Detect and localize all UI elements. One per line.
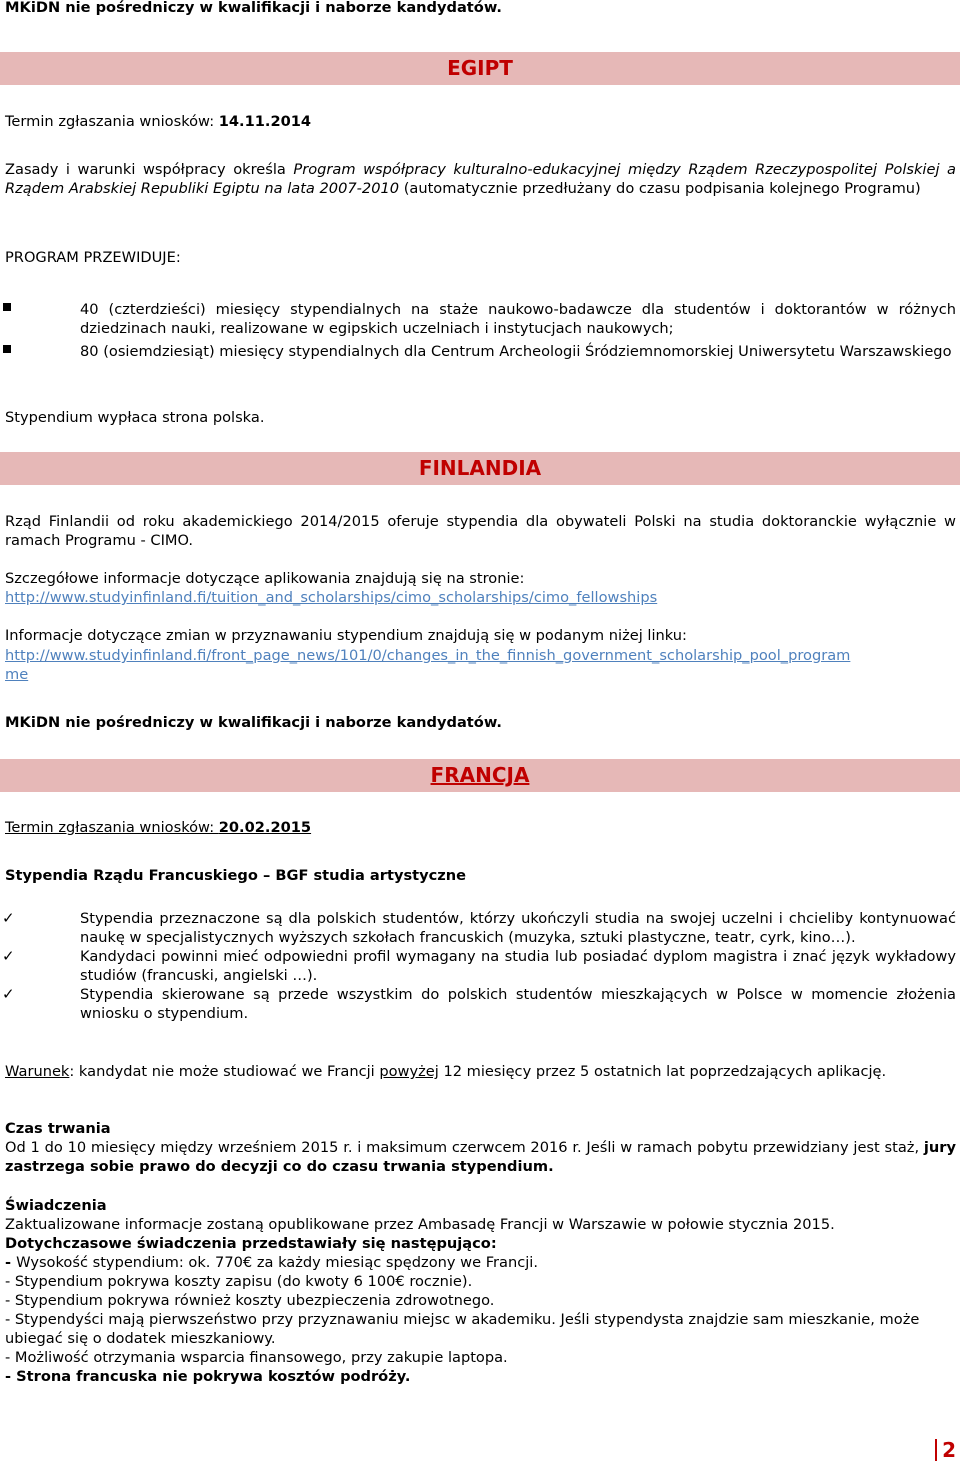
france-duration-title: Czas trwania: [5, 1120, 111, 1137]
finland-note: MKiDN nie pośredniczy w kwalifikacji i naborze kandydatów.: [5, 714, 502, 731]
france-duration-text: Od 1 do 10 miesięcy między wrześniem 2015 r. i maksimum czerwcem 2016 r. Jeśli w ramach pobytu przewidziany jest staż, jury zastrzega sobie prawo do decyzji co do czasu trwania stypendium.: [5, 1139, 956, 1175]
checkmark-icon: ✓: [2, 909, 15, 927]
france-subtitle: Stypendia Rządu Francuskiego – BGF studia artystyczne: [5, 867, 467, 884]
france-info-list: [2, 909, 956, 1023]
france-benefits-title: Świadczenia: [5, 1197, 107, 1214]
checkmark-icon: ✓: [2, 947, 15, 965]
france-benefits-list: [5, 1253, 956, 1386]
list-item: ✓ Stypendia skierowane są przede wszystkim do polskich studentów mieszkających w Polsce w momencie złożenia wniosku o stypendium.: [2, 985, 956, 1022]
list-item: - Możliwość otrzymania wsparcia finansowego, przy zakupie laptopa.: [5, 1349, 508, 1366]
checkmark-icon: ✓: [2, 985, 15, 1003]
square-bullet-icon: [3, 345, 11, 353]
finland-changes-label: Informacje dotyczące zmian w przyznawaniu stypendium znajdują się w podanym niżej linku:: [5, 627, 687, 644]
egypt-program-list: [5, 300, 956, 361]
list-item: ✓ Stypendia przeznaczone są dla polskich studentów, którzy ukończyli studia na swojej uczelni i chcieliby kontynuować naukę w specjalistycznych wyższych szkołach francuskich (muzyka, sztuki plastyczne, teatr, cyrk, kino…).: [2, 909, 956, 946]
finland-changes-link[interactable]: http://www.studyinfinland.fi/front_page_news/101/0/changes_in_the_finnish_government_scholarship_pool_program: [5, 647, 851, 664]
list-item: - Wysokość stypendium: ok. 770€ za każdy miesiąc spędzony we Francji.: [5, 1254, 539, 1271]
list-item: ✓ Kandydaci powinni mieć odpowiedni profil wymagany na studia lub posiadać dyplom magistra i znać język wykładowy studiów (francuski, angielski …).: [2, 947, 956, 984]
france-deadline: Termin zgłaszania wniosków: 20.02.2015: [5, 819, 312, 836]
section-heading-finland: FINLANDIA: [0, 452, 960, 485]
square-bullet-icon: [3, 303, 11, 311]
list-item: 40 (czterdzieści) miesięcy stypendialnych na staże naukowo-badawcze dla studentów i doktorantów w różnych dziedzinach nauki, realizowane w egipskich uczelniach i instytucjach naukowych;: [5, 300, 956, 338]
list-item: 80 (osiemdziesiąt) miesięcy stypendialnych dla Centrum Archeologii Śródziemnomorskiej Uniwersytetu Warszawskiego: [5, 342, 956, 361]
section-heading-france: FRANCJA: [0, 759, 960, 792]
egypt-paragraph: Zasady i warunki współpracy określa Program współpracy kulturalno-edukacyjnej między Rządem Rzeczypospolitej Polskiej a Rządem Arabskiej Republiki Egiptu na lata 2007-2010 (automatycznie przedłużany do czasu podpisania kolejnego Programu): [5, 161, 957, 197]
finland-changes-link-continued[interactable]: me: [5, 666, 29, 683]
france-benefits-text: Zaktualizowane informacje zostaną opublikowane przez Ambasadę Francji w Warszawie w połowie stycznia 2015.: [5, 1216, 835, 1233]
list-item: - Stypendyści mają pierwszeństwo przy przyznawaniu miejsc w akademiku. Jeśli stypendysta znajdzie sam mieszkanie, może ubiegać się o dodatek mieszkaniowy.: [5, 1311, 920, 1347]
list-item: - Stypendium pokrywa koszty zapisu (do kwoty 6 100€ rocznie).: [5, 1273, 473, 1290]
france-condition: Warunek: kandydat nie może studiować we Francji powyżej 12 miesięcy przez 5 ostatnich lat poprzedzających aplikację.: [5, 1063, 887, 1080]
finland-paragraph: Rząd Finlandii od roku akademickiego 2014/2015 oferuje stypendia dla obywateli Polski na studia doktoranckie wyłącznie w ramach Programu - CIMO.: [5, 513, 956, 549]
finland-details-link[interactable]: http://www.studyinfinland.fi/tuition_and_scholarships/cimo_scholarships/cimo_fellowships: [5, 589, 658, 606]
egypt-program-label: PROGRAM PRZEWIDUJE:: [5, 249, 181, 266]
finland-details-label: Szczegółowe informacje dotyczące aplikowania znajdują się na stronie:: [5, 570, 525, 587]
page-number: 2: [935, 1439, 956, 1461]
section-heading-egypt: EGIPT: [0, 52, 960, 85]
egypt-deadline: Termin zgłaszania wniosków: 14.11.2014: [5, 113, 312, 130]
list-item: - Stypendium pokrywa również koszty ubezpieczenia zdrowotnego.: [5, 1292, 495, 1309]
intro-note: MKiDN nie pośredniczy w kwalifikacji i naborze kandydatów.: [5, 0, 502, 16]
egypt-stipend-note: Stypendium wypłaca strona polska.: [5, 409, 265, 426]
list-item: - Strona francuska nie pokrywa kosztów podróży.: [5, 1368, 411, 1385]
france-benefits-subtitle: Dotychczasowe świadczenia przedstawiały się następująco:: [5, 1235, 497, 1252]
